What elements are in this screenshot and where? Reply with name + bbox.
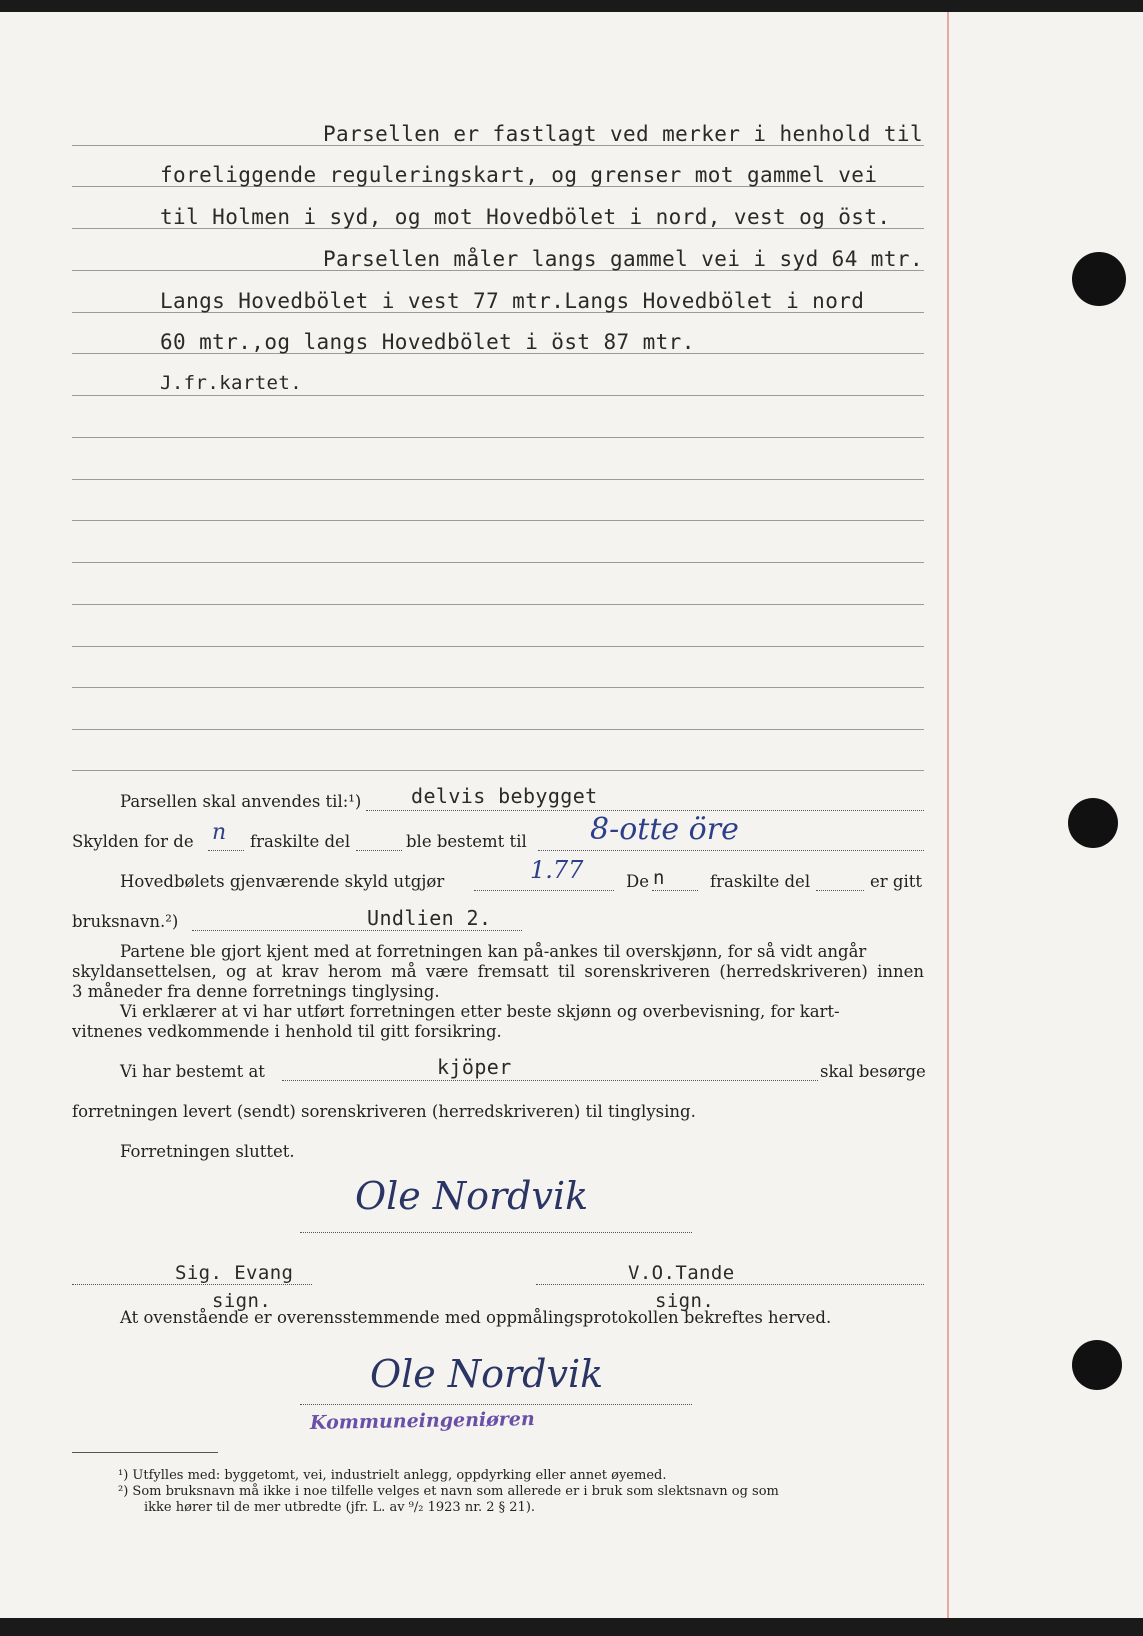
signature-1-dots	[300, 1232, 692, 1233]
footnote-separator	[72, 1452, 218, 1453]
skylden-dots-a	[208, 850, 244, 851]
binder-hole	[1072, 252, 1126, 306]
bruks-value: Undlien 2.	[367, 906, 492, 930]
typed-line-4: Parsellen måler langs gammel vei i syd 64 mtr.	[323, 247, 923, 271]
ruled-line	[72, 437, 924, 438]
bestemt-suffix: skal besørge	[820, 1062, 926, 1081]
document-page	[0, 12, 1143, 1618]
hoved-label: Hovedbølets gjenværende skyld utgjør	[120, 872, 445, 891]
typed-line-1: Parsellen er fastlagt ved merker i henhold til	[323, 122, 923, 146]
footnote-2-continued: ikke hører til de mer utbredte (jfr. L. av ⁹/₂ 1923 nr. 2 § 21).	[144, 1500, 536, 1515]
den-gitt-label: er gitt	[870, 872, 922, 891]
anvendes-value: delvis bebygget	[411, 784, 598, 808]
den-n-value: n	[653, 867, 665, 889]
ruled-line	[72, 395, 924, 396]
den-label: De	[626, 872, 649, 891]
signature-2: Ole Nordvik	[370, 1352, 604, 1396]
hoved-dots	[474, 890, 614, 891]
signature-1: Ole Nordvik	[355, 1174, 589, 1218]
skylden-dots-c	[538, 850, 924, 851]
ruled-line	[72, 520, 924, 521]
ruled-line	[72, 479, 924, 480]
ruled-line	[72, 646, 924, 647]
skylden-dots-b	[356, 850, 402, 851]
witness-left-name: Sig. Evang	[175, 1262, 294, 1284]
skylden-fraskilte-label: fraskilte del	[250, 832, 351, 851]
ruled-line	[72, 729, 924, 730]
ruled-line	[72, 562, 924, 563]
typed-line-6: 60 mtr.,og langs Hovedbölet i öst 87 mtr.	[160, 330, 695, 354]
bestemt-dots	[282, 1080, 818, 1081]
typed-line-5: Langs Hovedbölet i vest 77 mtr.Langs Hovedbölet i nord	[160, 289, 865, 313]
red-margin-line	[947, 12, 949, 1618]
kommuneingenior-stamp: Kommuneingeniøren	[309, 1408, 535, 1434]
den-dots-a	[652, 890, 698, 891]
witness-right-sign: sign.	[655, 1290, 715, 1312]
para1-line-1: Partene ble gjort kjent med at forretningen kan på-ankes til overskjønn, for så vidt angår	[120, 942, 867, 961]
binder-hole	[1068, 798, 1118, 848]
para2-line-1: Vi erklærer at vi har utført forretningen etter beste skjønn og overbevisning, for kart-	[120, 1002, 840, 1021]
anvendes-label: Parsellen skal anvendes til:¹)	[120, 792, 362, 811]
binder-hole	[1072, 1340, 1122, 1390]
skylden-label: Skylden for de	[72, 832, 194, 851]
ruled-line	[72, 604, 924, 605]
bestemt-label: Vi har bestemt at	[120, 1062, 265, 1081]
skylden-value: 8-otte öre	[590, 812, 739, 847]
typed-line-7: J.fr.kartet.	[160, 372, 303, 394]
footnote-2: ²) Som bruksnavn må ikke i noe tilfelle velges et navn som allerede er i bruk som slektsnavn og som	[118, 1484, 779, 1499]
skylden-bestemt-label: ble bestemt til	[406, 832, 527, 851]
bruks-dots	[192, 930, 522, 931]
witness-left-dots	[72, 1284, 312, 1285]
den-fraskilte-label: fraskilte del	[710, 872, 811, 891]
skylden-hand-n: n	[212, 820, 227, 845]
hoved-value: 1.77	[530, 856, 584, 884]
ruled-line	[72, 770, 924, 771]
witness-left-sign: sign.	[212, 1290, 272, 1312]
typed-line-2: foreliggende reguleringskart, og grenser mot gammel vei	[160, 163, 878, 187]
para1-line-3: 3 måneder fra denne forretnings tinglysing.	[72, 982, 440, 1001]
ruled-line	[72, 687, 924, 688]
witness-right-dots	[536, 1284, 924, 1285]
anvendes-dots	[366, 810, 924, 811]
bestemt-value: kjöper	[437, 1055, 512, 1079]
levert-line: forretningen levert (sendt) sorenskriveren (herredskriveren) til tinglysing.	[72, 1102, 696, 1121]
para2-line-2: vitnenes vedkommende i henhold til gitt forsikring.	[72, 1022, 502, 1041]
signature-2-dots	[300, 1404, 692, 1405]
footnote-1: ¹) Utfylles med: byggetomt, vei, industrielt anlegg, oppdyrking eller annet øyemed.	[118, 1468, 667, 1483]
sluttet-label: Forretningen sluttet.	[120, 1142, 295, 1161]
bruks-label: bruksnavn.²)	[72, 912, 179, 931]
confirm-line: At ovenstående er overensstemmende med oppmålingsprotokollen bekreftes herved.	[120, 1308, 832, 1327]
para1-line-2: skyldansettelsen, og at krav herom må være fremsatt til sorenskriveren (herredskriveren) innen	[72, 962, 924, 981]
typed-line-3: til Holmen i syd, og mot Hovedbölet i nord, vest og öst.	[160, 205, 891, 229]
witness-right-name: V.O.Tande	[628, 1262, 735, 1284]
den-dots-b	[816, 890, 864, 891]
